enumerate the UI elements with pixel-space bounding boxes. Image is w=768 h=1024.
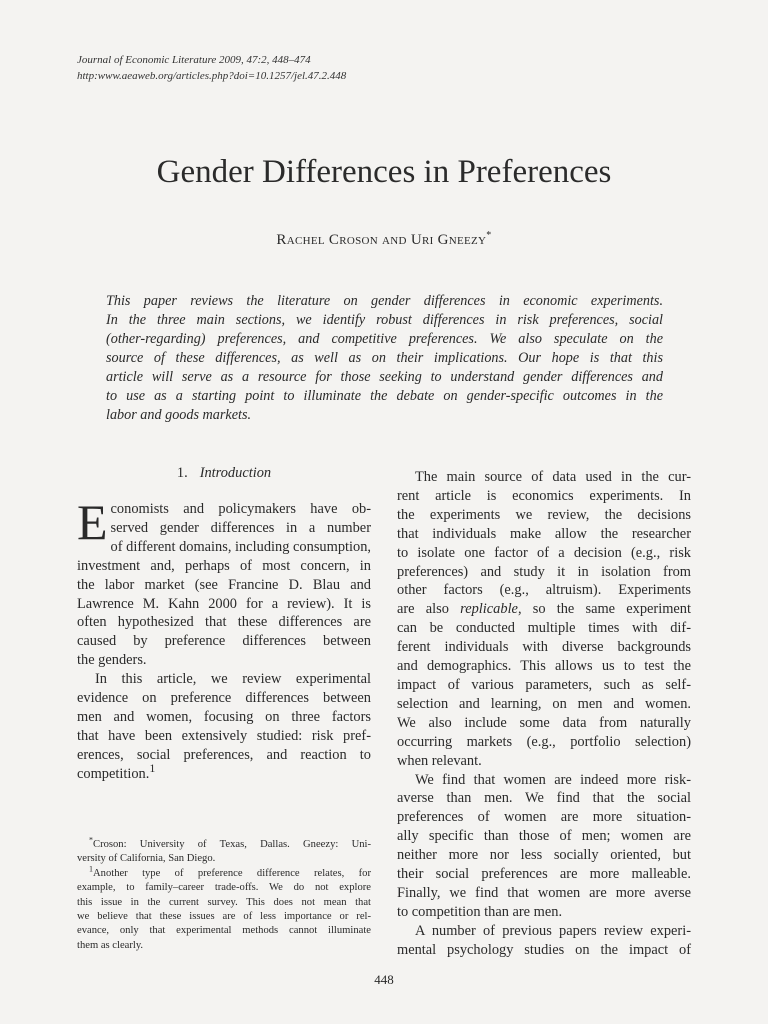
footnote-star [77, 835, 371, 867]
text-fragment: Another type of preference difference relates, for [93, 867, 371, 879]
right-paragraph-2 [397, 771, 691, 922]
text-line: We find that women are indeed more risk- [415, 771, 691, 788]
footnote-line: versity of California, San Diego. [77, 853, 216, 865]
text-fragment: Croson: University of Texas, Dallas. Gneezy: Uni- [93, 839, 371, 850]
right-paragraph-1 [397, 468, 691, 771]
text-line: occurring markets (e.g., portfolio selection) [397, 733, 691, 750]
text-line: served gender differences in a number [110, 519, 371, 536]
footnote-line: evance, only that experimental methods cannot illuminate [77, 925, 371, 937]
abstract [106, 292, 663, 425]
paper-title: Gender Differences in Preferences [156, 154, 612, 190]
text-line: the labor market (see Francine D. Blau and [77, 576, 371, 593]
text-line: to competition than are men. [397, 903, 563, 920]
text-line: conomists and policymakers have ob- [110, 501, 371, 517]
text-line: of different domains, including consumption, [110, 538, 371, 555]
abstract-line: (other-regarding) preferences, and competitive preferences. We also speculate on the [106, 331, 663, 347]
text-line: and demographics. This allows us to test the [397, 658, 691, 675]
text-line: investment and, perhaps of most concern, in [77, 557, 371, 574]
text-line: evidence on preference differences between [77, 690, 371, 707]
text-line [397, 600, 691, 619]
footnote-mark: * [89, 835, 93, 845]
text-fragment: , so the same experiment [517, 601, 691, 618]
author-footnote-mark: * [486, 230, 492, 241]
drop-cap: E [77, 494, 108, 550]
section-title: Introduction [199, 465, 272, 481]
footnote-line [77, 835, 371, 852]
text-line: caused by preference differences between [77, 633, 371, 650]
text-fragment: are also [397, 601, 461, 618]
text-line: erences, social preferences, and reaction to [77, 746, 371, 763]
abstract-line: article will serve as a resource for those seeking to understand gender differences and [106, 369, 663, 385]
abstract-line: source of these differences, as well as on their implications. Our hope is that this [106, 350, 663, 366]
text-line: other factors (e.g., altruism). Experiments [397, 582, 691, 599]
text-line: neither more nor less socially oriented, but [397, 847, 691, 864]
footnote-line: example, to family–career trade-offs. We do not explore [77, 882, 371, 894]
text-line: averse than men. We find that the social [397, 790, 691, 807]
text-line: ferent individuals with diverse backgrounds [397, 639, 691, 656]
emphasis: replicable [460, 601, 518, 618]
text-line: the genders. [77, 652, 147, 669]
right-paragraph-3 [397, 922, 691, 960]
intro-paragraph-2 [77, 670, 371, 783]
footnote-line [77, 864, 371, 881]
text-line: We also include some data from naturally [397, 714, 691, 731]
text-line: often hypothesized that these differences are [77, 614, 371, 631]
text-fragment: competition. [77, 765, 150, 782]
authors: Rachel Croson and Uri Gneezy [276, 232, 487, 248]
text-line: that individuals make allow the researcher [397, 525, 691, 542]
page-number: 448 [374, 972, 394, 987]
text-line: when relevant. [397, 752, 482, 769]
article-url: http:www.aeaweb.org/articles.php?doi=10.1257/jel.47.2.448 [77, 70, 347, 82]
text-line: mental psychology studies on the impact of [397, 941, 691, 958]
footnote-line: we believe that these issues are of less importance or rel- [77, 911, 371, 923]
text-line: Finally, we find that women are more averse [397, 884, 691, 901]
journal-citation: Journal of Economic Literature 2009, 47:2, 448–474 [77, 54, 311, 66]
right-column [397, 468, 691, 960]
text-line: ally specific than those of men; women are [397, 828, 691, 845]
text-line: their social preferences are more malleable. [397, 866, 691, 883]
footnote-mark: 1 [89, 864, 93, 874]
text-line: to isolate one factor of a decision (e.g., risk [397, 544, 691, 561]
text-line: A number of previous papers review experi- [415, 922, 691, 939]
footnote-line: this issue in the current survey. This does not mean that [77, 896, 371, 908]
abstract-line: This paper reviews the literature on gender differences in economic experiments. [106, 293, 663, 309]
text-line: preferences) and study it in isolation from [397, 563, 691, 580]
text-line: can be conducted multiple times with dif- [397, 620, 691, 637]
section-heading [77, 463, 371, 483]
section-number: 1. [176, 465, 188, 481]
text-line: impact of various parameters, such as self- [397, 676, 691, 693]
footnote-1 [77, 864, 371, 953]
journal-header [77, 52, 346, 84]
abstract-line: labor and goods markets. [106, 407, 252, 423]
text-line: The main source of data used in the cur- [415, 469, 691, 485]
text-line: rent article is economics experiments. In [397, 487, 691, 504]
left-column [77, 463, 371, 784]
footnotes [77, 835, 371, 953]
footnote-ref: 1 [149, 760, 156, 775]
intro-paragraph-1 [77, 494, 371, 670]
text-line: selection and learning, on men and women. [397, 695, 691, 712]
text-line: the experiments we review, the decisions [397, 506, 691, 523]
text-line: preferences of women are more situation- [397, 809, 691, 826]
abstract-line: to use as a starting point to illuminate the debate on gender-specific outcomes in the [106, 388, 663, 404]
author-line [0, 232, 768, 249]
text-line: men and women, focusing on three factors [77, 708, 371, 725]
text-line: Lawrence M. Kahn 2000 for a review). It is [77, 595, 371, 612]
text-line: In this article, we review experimental [95, 671, 371, 688]
footnote-line: them as clearly. [77, 939, 144, 951]
text-line: that have been extensively studied: risk pref- [77, 727, 371, 744]
text-line [77, 760, 371, 784]
abstract-line: In the three main sections, we identify robust differences in risk preferences, social [106, 312, 663, 328]
